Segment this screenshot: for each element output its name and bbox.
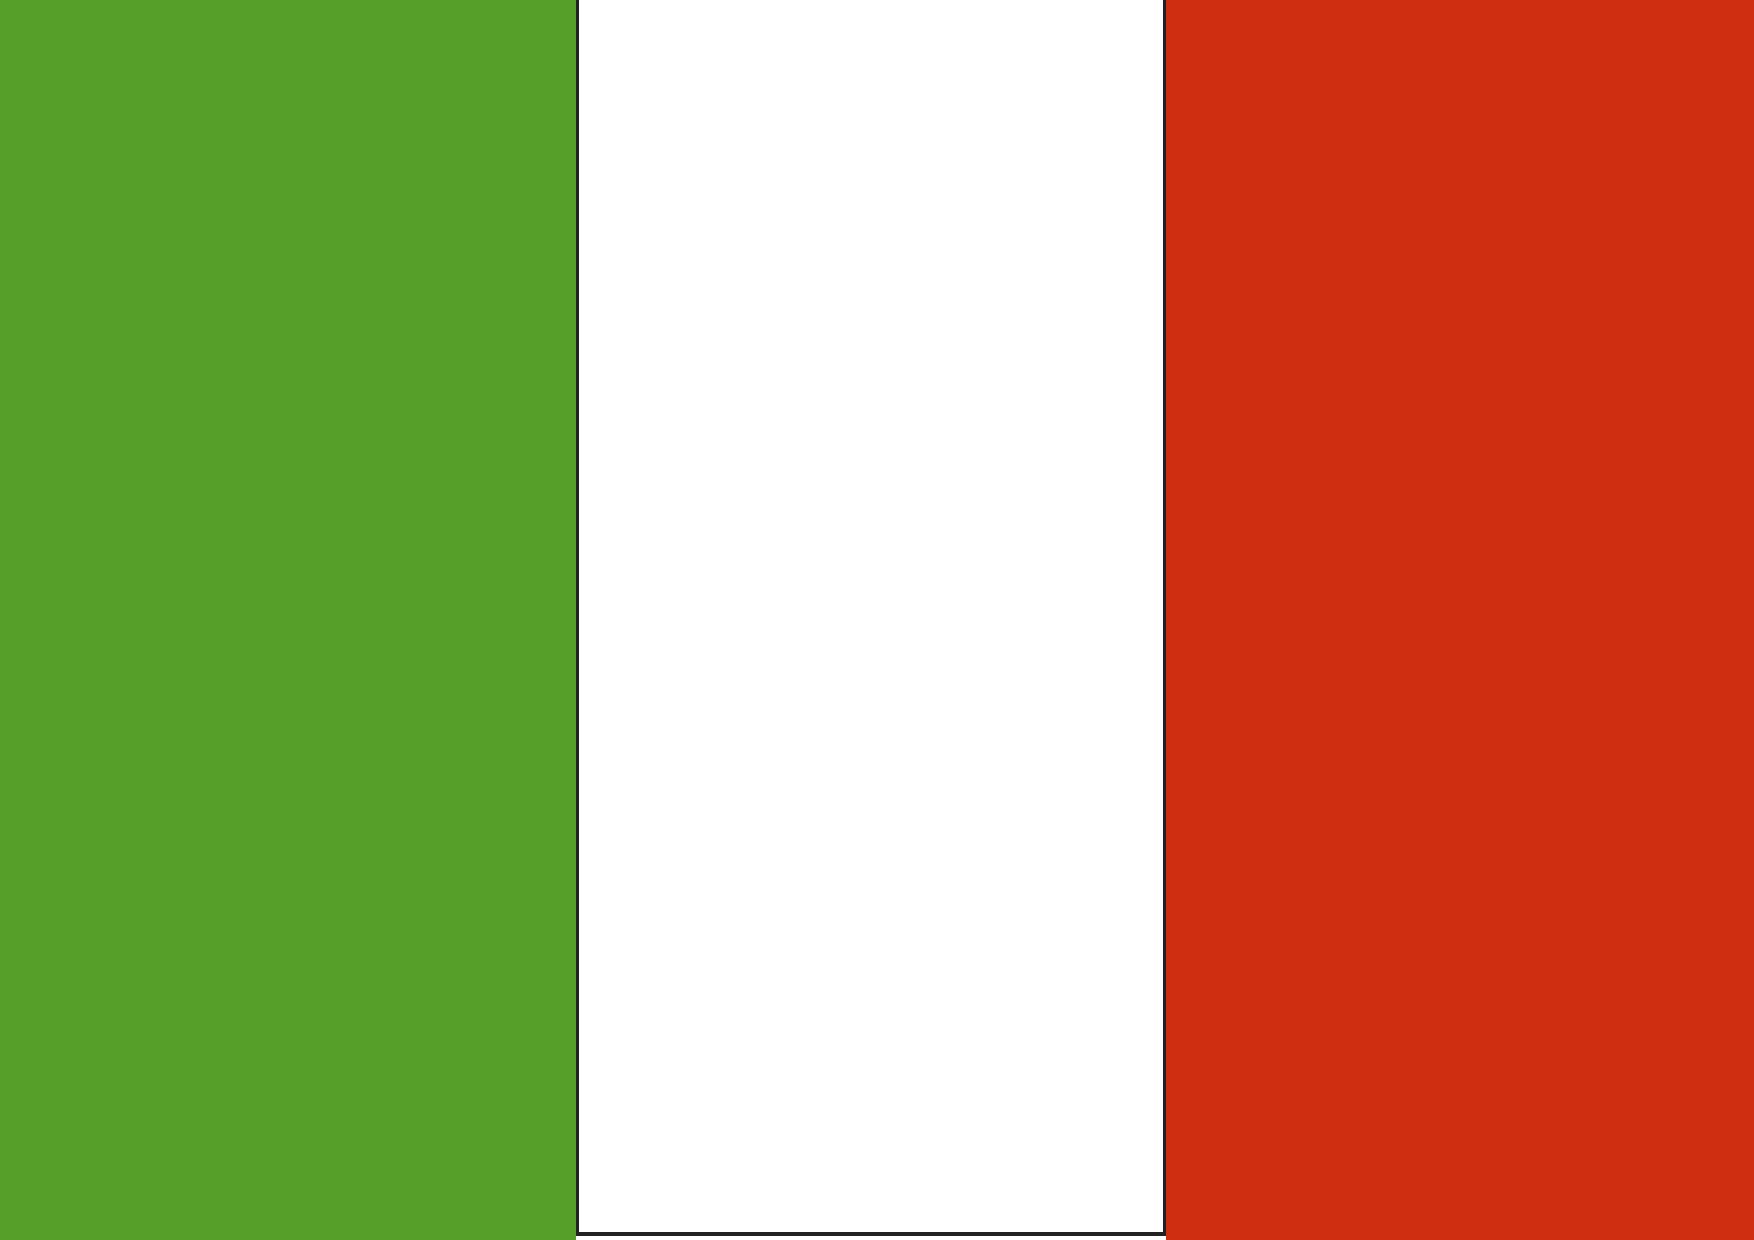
- program-november-april: [1192, 22, 1737, 40]
- red-panel: [1166, 0, 1754, 1240]
- green-panel: [0, 0, 576, 1240]
- white-panel: [576, 0, 1166, 1236]
